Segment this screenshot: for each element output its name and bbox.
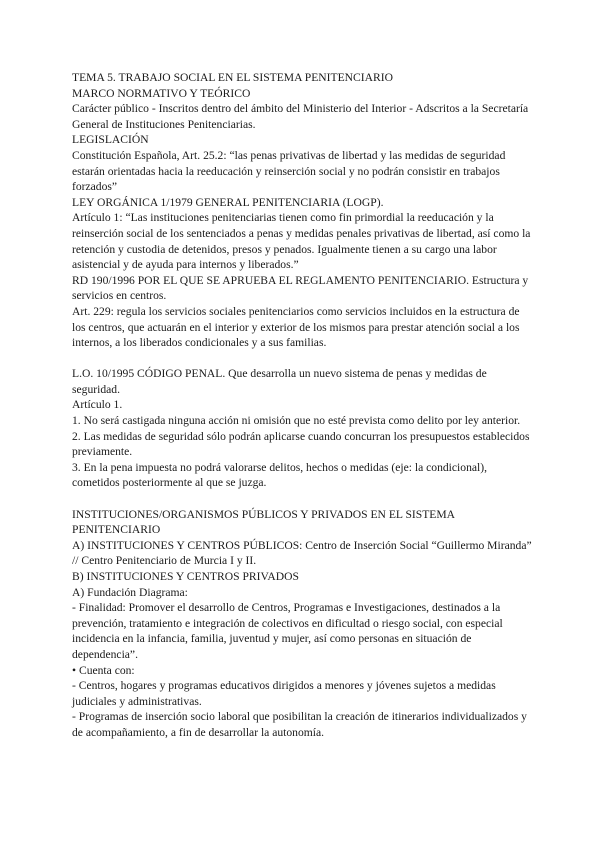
list-item: 2. Las medidas de seguridad sólo podrán aplicarse cuando concurran los presupuestos establecidos previamente. xyxy=(72,429,533,459)
section-codigo-penal xyxy=(72,366,534,491)
list-item: - Centros, hogares y programas educativos dirigidos a menores y jóvenes sujetos a medidas judiciales y administrativas. xyxy=(72,679,499,708)
section-heading: LEGISLACIÓN xyxy=(72,133,149,147)
block-spacer xyxy=(72,491,534,507)
section-instituciones xyxy=(72,507,534,741)
paragraph: Art. 229: regula los servicios sociales penitenciarios como servicios incluidos en la estructura de los centros, que actuarán en el interior y exterior de los mismos para prestar atención social a los internos, a los liberados condicionales y a sus familias. xyxy=(72,304,523,350)
paragraph: Constitución Española, Art. 25.2: “las penas privativas de libertad y las medidas de seguridad estarán orientadas hacia la reeducación y reinserción social y no podrán consistir en trabajos forzados” xyxy=(72,148,509,194)
law-heading: L.O. 10/1995 CÓDIGO PENAL. Que desarrolla un nuevo sistema de penas y medidas de seguridad. xyxy=(72,367,490,396)
list-item: 3. En la pena impuesta no podrá valorarse delitos, hechos o medidas (eje: la condicional), cometidos posteriormente al que se juzga. xyxy=(72,460,490,490)
list-item: - Finalidad: Promover el desarrollo de Centros, Programas e Investigaciones, destinados a la prevención, tratamiento e integración de colectivos en dificultad o riesgo social, con especial incidencia en la infancia, familia, juventud y mujer, así como personas en situación de dependencia”. xyxy=(72,601,506,661)
document-title: TEMA 5. TRABAJO SOCIAL EN EL SISTEMA PENITENCIARIO xyxy=(72,71,393,84)
subsection-heading: B) INSTITUCIONES Y CENTROS PRIVADOS xyxy=(72,570,299,583)
block-spacer xyxy=(72,351,534,367)
article-heading: Artículo 1. xyxy=(72,398,123,412)
paragraph: A) INSTITUCIONES Y CENTROS PÚBLICOS: Centro de Inserción Social “Guillermo Miranda” // Centro Penitenciario de Murcia I y II. xyxy=(72,538,535,568)
list-item: 1. No será castigada ninguna acción ni omisión que no esté prevista como delito por ley anterior. xyxy=(72,414,521,428)
subsection-heading: A) Fundación Diagrama: xyxy=(72,585,188,599)
list-item: - Programas de inserción socio laboral que posibilitan la creación de itinerarios individualizados y de acompañamiento, a fin de desarrollar la autonomía. xyxy=(72,710,530,739)
section-marco-normativo xyxy=(72,70,534,351)
law-heading: LEY ORGÁNICA 1/1979 GENERAL PENITENCIARIA (LOGP). xyxy=(72,195,384,209)
paragraph: Carácter público - Inscritos dentro del ámbito del Ministerio del Interior - Adscritos a la Secretaría General de Instituciones Penitenciarias. xyxy=(72,102,532,131)
section-heading: MARCO NORMATIVO Y TEÓRICO xyxy=(72,86,251,100)
paragraph: Artículo 1: “Las instituciones penitenciarias tienen como fin primordial la reeducación y la reinserción social de los sentenciados a penas y medidas penales privativas de libertad, así como la retención y custodia de detenidos, presos y penados. Igualmente tienen a su cargo una labor asistencial y de ayuda para internos y liberados.” xyxy=(72,211,534,272)
list-item: • Cuenta con: xyxy=(72,663,135,677)
document-page xyxy=(72,70,534,741)
law-heading: RD 190/1996 POR EL QUE SE APRUEBA EL REGLAMENTO PENITENCIARIO. Estructura y servicios en centros. xyxy=(72,273,532,303)
section-heading: INSTITUCIONES/ORGANISMOS PÚBLICOS Y PRIVADOS EN EL SISTEMA PENITENCIARIO xyxy=(72,507,458,537)
